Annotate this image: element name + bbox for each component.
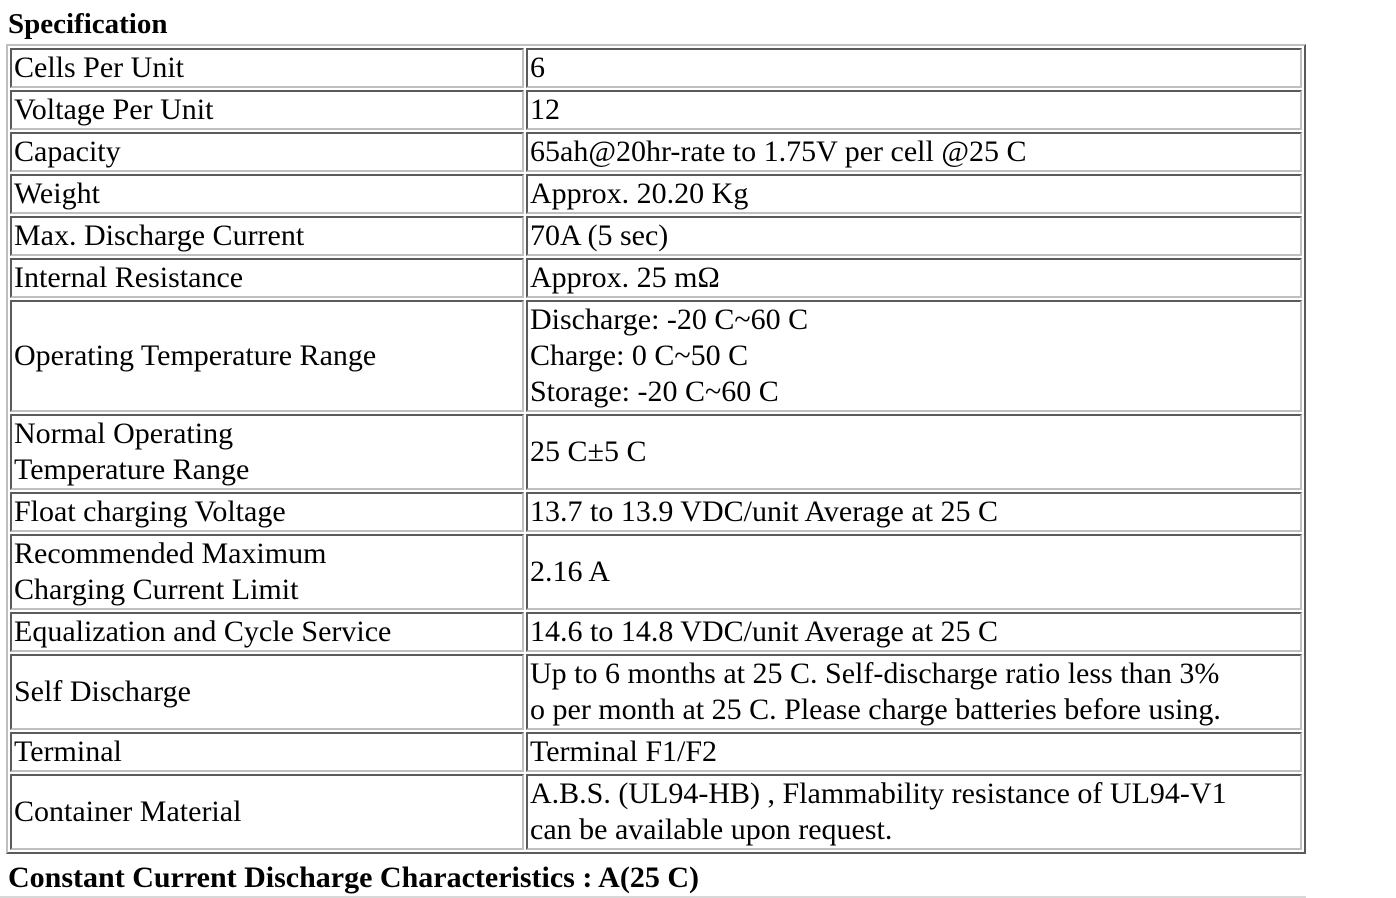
table-row: [10, 48, 1302, 88]
spec-label: Float charging Voltage: [10, 492, 524, 532]
spec-label: Operating Temperature Range: [10, 300, 524, 412]
spec-value: Terminal F1/F2: [526, 732, 1302, 772]
table-row: [10, 132, 1302, 172]
spec-label: Cells Per Unit: [10, 48, 524, 88]
spec-value: Approx. 25 mΩ: [526, 258, 1302, 298]
table-row: [10, 174, 1302, 214]
spec-label: Terminal: [10, 732, 524, 772]
spec-value: 25 C±5 C: [526, 414, 1302, 490]
spec-label: Recommended Maximum Charging Current Limit: [10, 534, 524, 610]
specification-table: [6, 44, 1306, 854]
spec-value: Discharge: -20 C~60 C Charge: 0 C~50 C Storage: -20 C~60 C: [526, 300, 1302, 412]
table-row: [10, 774, 1302, 850]
spec-label: Weight: [10, 174, 524, 214]
table-row: [10, 414, 1302, 490]
spec-label: Voltage Per Unit: [10, 90, 524, 130]
spec-label: Capacity: [10, 132, 524, 172]
spec-label: Max. Discharge Current: [10, 216, 524, 256]
table-row: [10, 492, 1302, 532]
table-row: [10, 90, 1302, 130]
spec-value: 13.7 to 13.9 VDC/unit Average at 25 C: [526, 492, 1302, 532]
table-row: [10, 732, 1302, 772]
table-row: [10, 258, 1302, 298]
spec-value: 2.16 A: [526, 534, 1302, 610]
discharge-characteristics-heading: Constant Current Discharge Characteristics : A(25 C): [8, 861, 699, 894]
spec-value: A.B.S. (UL94-HB) , Flammability resistance of UL94-V1 can be available upon request.: [526, 774, 1302, 850]
specification-heading: Specification: [8, 8, 168, 40]
table-row: [10, 300, 1302, 412]
table-row: [10, 612, 1302, 652]
spec-label: Self Discharge: [10, 654, 524, 730]
spec-value: 12: [526, 90, 1302, 130]
table-row: [10, 216, 1302, 256]
spec-label: Internal Resistance: [10, 258, 524, 298]
spec-value: Up to 6 months at 25 C. Self-discharge ratio less than 3% o per month at 25 C. Please charge batteries before using.: [526, 654, 1302, 730]
spec-value: 6: [526, 48, 1302, 88]
table-row: [10, 534, 1302, 610]
spec-value: 14.6 to 14.8 VDC/unit Average at 25 C: [526, 612, 1302, 652]
spec-value: 65ah@20hr-rate to 1.75V per cell @25 C: [526, 132, 1302, 172]
table-row: [10, 654, 1302, 730]
spec-label: Equalization and Cycle Service: [10, 612, 524, 652]
spec-value: 70A (5 sec): [526, 216, 1302, 256]
spec-label: Container Material: [10, 774, 524, 850]
specification-table-body: [10, 48, 1302, 850]
spec-value: Approx. 20.20 Kg: [526, 174, 1302, 214]
spec-label: Normal Operating Temperature Range: [10, 414, 524, 490]
